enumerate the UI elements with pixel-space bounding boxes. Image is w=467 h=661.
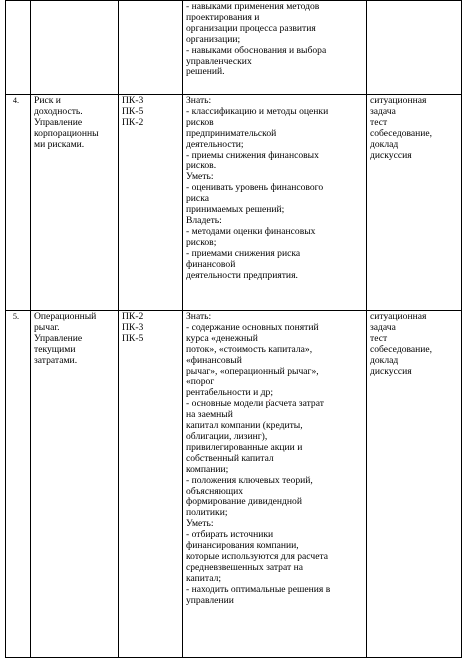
table-row — [6, 1, 462, 95]
learning-outcomes-cell — [183, 95, 367, 311]
text-line: задача — [370, 105, 396, 117]
text-line: доходность. — [34, 105, 83, 117]
text-line: тест — [370, 332, 388, 344]
text-line: поток», «стоимость капитала», — [186, 343, 313, 355]
text-line: организации процесса развития — [186, 22, 316, 34]
text-line: Знать: — [186, 95, 212, 106]
topic-cell — [31, 95, 119, 311]
assessment-forms-cell — [367, 95, 462, 311]
text-line: рентабельности и др; — [186, 387, 273, 399]
table-row — [6, 311, 462, 658]
text-line: - методами оценки финансовых — [186, 225, 316, 237]
assessment-forms-cell — [367, 1, 462, 95]
text-line: финансовой — [186, 258, 236, 270]
text-line: «порог — [186, 376, 215, 388]
text-line: ситуационная — [370, 311, 427, 322]
topic-cell — [31, 1, 119, 95]
text-line: дискуссия — [370, 365, 412, 377]
competency-codes-cell — [119, 311, 183, 658]
learning-outcomes-cell — [183, 311, 367, 658]
text-line: которые используются для расчета — [186, 550, 329, 562]
text-line: объясняющих — [186, 485, 244, 497]
table-row — [6, 95, 462, 311]
text-line: принимаемых решений; — [186, 204, 285, 216]
text-line: деятельности; — [186, 138, 244, 150]
text-line: - приемы снижения финансовых — [186, 149, 319, 161]
text-line: проектирования и — [186, 11, 260, 23]
text-line: Управление — [34, 332, 83, 344]
text-line: - навыками обоснования и выбора — [186, 44, 327, 56]
text-line: Управление — [34, 116, 83, 128]
text-line: управленческих — [186, 55, 252, 67]
text-line: деятельности предприятия. — [186, 269, 298, 281]
text-line: ПК-3 — [122, 321, 144, 333]
text-line: - положения ключевых теорий, — [186, 474, 313, 486]
text-line: «финансовый — [186, 354, 242, 366]
text-line: политики; — [186, 507, 228, 519]
text-line: доклад — [370, 138, 399, 150]
text-line: риска — [186, 193, 209, 205]
text-line: Уметь: — [186, 171, 214, 183]
text-line: - содержание основных понятий — [186, 321, 319, 333]
text-line: компании; — [186, 463, 229, 475]
text-line: - отбирать источники — [186, 529, 274, 541]
text-line: Уметь: — [186, 518, 214, 530]
spellcheck-underline: др — [260, 387, 271, 399]
text-line: рисков; — [186, 236, 217, 248]
text-line: ПК-2 — [122, 116, 144, 128]
text-line: - классификацию и методы оценки — [186, 105, 329, 117]
text-line: рычаг», «операционный рычаг», — [186, 365, 319, 377]
text-line: Знать: — [186, 311, 212, 322]
text-line: тест — [370, 116, 388, 128]
text-line: ситуационная — [370, 95, 427, 106]
text-line: - оценивать уровень финансового — [186, 182, 324, 194]
text-line: ПК-3 — [122, 95, 144, 106]
text-line: Риск и — [34, 95, 61, 106]
text-line: - приемами снижения риска — [186, 247, 301, 259]
text-line: финансирования компании, — [186, 540, 299, 552]
text-line: на заемный — [186, 409, 233, 421]
text-line: - навыками применения методов — [186, 1, 320, 12]
text-line: капитал компании (кредиты, — [186, 420, 303, 432]
text-line: формирование дивидендной — [186, 496, 302, 508]
learning-outcomes-cell — [183, 1, 367, 95]
text-line: задача — [370, 321, 396, 333]
text-line: - находить оптимальные решения в — [186, 583, 331, 595]
text-line: Владеть: — [186, 214, 222, 226]
text-line: доклад — [370, 354, 399, 366]
text-line: затратами. — [34, 354, 78, 366]
competency-codes-cell — [119, 95, 183, 311]
text-line: текущими — [34, 343, 76, 355]
text-line: Операционный — [34, 311, 97, 322]
text-line: предпринимательской — [186, 127, 277, 139]
text-line: организации; — [186, 33, 241, 45]
text-line: рычаг. — [34, 321, 60, 333]
topic-cell — [31, 311, 119, 658]
text-line: ми рисками. — [34, 138, 85, 150]
text-line: - основные модели расчета затрат — [186, 398, 324, 410]
text-line: ПК-2 — [122, 311, 144, 322]
competency-codes-cell — [119, 1, 183, 95]
text-line: ПК-5 — [122, 105, 144, 117]
text-line: средневзвешенных затрат на — [186, 561, 303, 573]
text-line: корпорационны — [34, 127, 99, 139]
text-line: решений. — [186, 66, 225, 78]
text-line: собеседование, — [370, 343, 433, 355]
text-line: рисков — [186, 116, 214, 128]
text-line: рисков. — [186, 160, 217, 172]
text-line: капитал; — [186, 572, 222, 584]
row-number: 4. — [6, 95, 31, 311]
text-line: дискуссия — [370, 149, 412, 161]
text-line: собственный капитал — [186, 452, 274, 464]
assessment-forms-cell — [367, 311, 462, 658]
text-line: управлении — [186, 594, 234, 606]
row-number: 5. — [6, 311, 31, 658]
row-number — [6, 1, 31, 95]
text-line: ПК-5 — [122, 332, 144, 344]
text-line: курса «денежный — [186, 332, 258, 344]
competency-table — [5, 0, 462, 658]
text-line: облигации, лизинг), — [186, 430, 268, 442]
text-line: привилегированные акции и — [186, 441, 303, 453]
text-line: собеседование, — [370, 127, 433, 139]
